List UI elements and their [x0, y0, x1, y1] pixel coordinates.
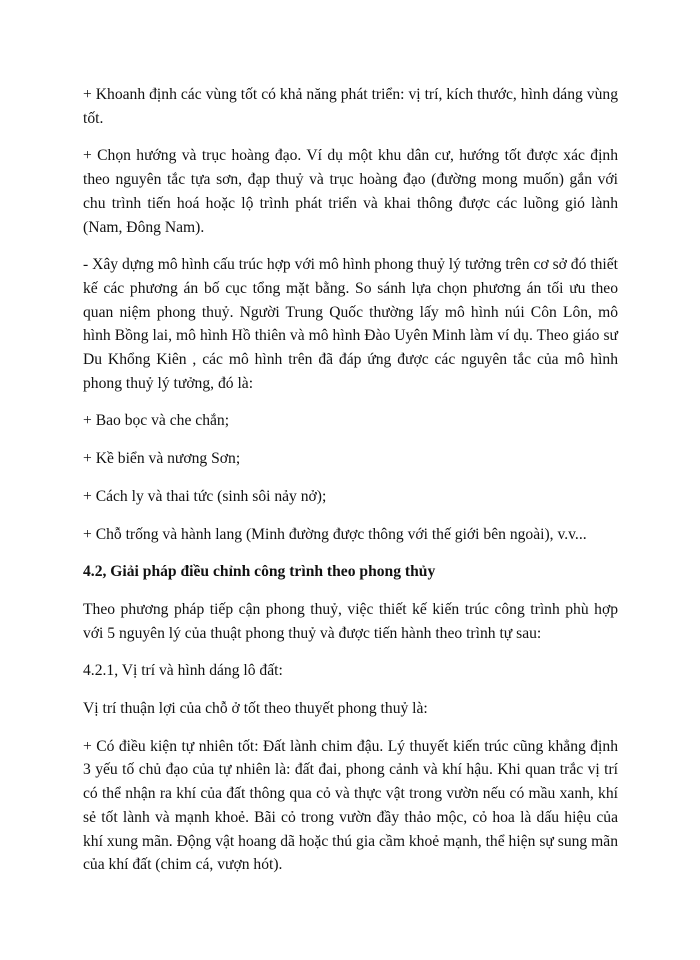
list-item-enclosure: + Bao bọc và che chắn; [83, 412, 230, 430]
paragraph-natural-conditions: + Có điều kiện tự nhiên tốt: Đất lành chim đậu. Lý thuyết kiến trúc cũng khẳng định 3 yếu tố chủ đạo của tự nhiên là: đất đai, phong cảnh và khí hậu. Khi quan trắc vị trí có thể nhận ra khí của đất thông qua cỏ và thực vật trong vườn nếu có mầu xanh, khí sẻ tốt lành và mạnh khoẻ. Bãi cỏ trong vườn đầy thảo mộc, cỏ hoa là dấu hiệu của khí xung mãn. Động vật hoang dã hoặc thú gia cầm khoẻ mạnh, thể hiện sự sung mãn của khí đất (chim cá, vượn hót). [83, 737, 618, 874]
document-page [83, 83, 618, 891]
subsection-heading: 4.2.1, Vị trí và hình dáng lô đất: [83, 662, 283, 680]
list-item-open-space: + Chỗ trống và hành lang (Minh đường được thông với thế giới bên ngoài), v.v... [83, 525, 587, 543]
paragraph-approach: Theo phương pháp tiếp cận phong thuỷ, việc thiết kế kiến trúc công trình phù hợp với 5 nguyên lý của thuật phong thuỷ và được tiến hành theo trình tự sau: [83, 600, 618, 642]
paragraph-choose-direction: + Chọn hướng và trục hoàng đạo. Ví dụ một khu dân cư, hướng tốt được xác định theo nguyên tắc tựa sơn, đạp thuỷ và trục hoàng đạo (đường mong muốn) gắn với chu trình tiến hoá hoặc lộ trình phát triển và khai thông được các luồng gió lành (Nam, Đông Nam). [83, 147, 618, 236]
paragraph-favorable-location: Vị trí thuận lợi của chỗ ở tốt theo thuyết phong thuỷ là: [83, 700, 428, 718]
list-item-isolation: + Cách ly và thai tức (sinh sôi nảy nở); [83, 487, 327, 505]
section-heading: 4.2, Giải pháp điều chỉnh công trình theo phong thủy [83, 563, 436, 581]
paragraph-delineate-zones: + Khoanh định các vùng tốt có khả năng phát triển: vị trí, kích thước, hình dáng vùng tốt. [83, 86, 618, 127]
paragraph-build-model: - Xây dựng mô hình cấu trúc hợp với mô hình phong thuỷ lý tưởng trên cơ sở đó thiết kế các phương án bố cục tổng mặt bằng. So sánh lựa chọn phương án tối ưu theo quan niệm phong thuỷ. Người Trung Quốc thường lấy mô hình núi Côn Lôn, mô hình Bồng lai, mô hình Hồ thiên và mô hình Đào Uyên Minh làm ví dụ. Theo giáo sư Du Khổng Kiên , các mô hình trên đã đáp ứng được các nguyên tắc của mô hình phong thuỷ lý tưởng, đó là: [83, 256, 618, 392]
list-item-sea-mountain: + Kề biển và nương Sơn; [83, 450, 241, 468]
